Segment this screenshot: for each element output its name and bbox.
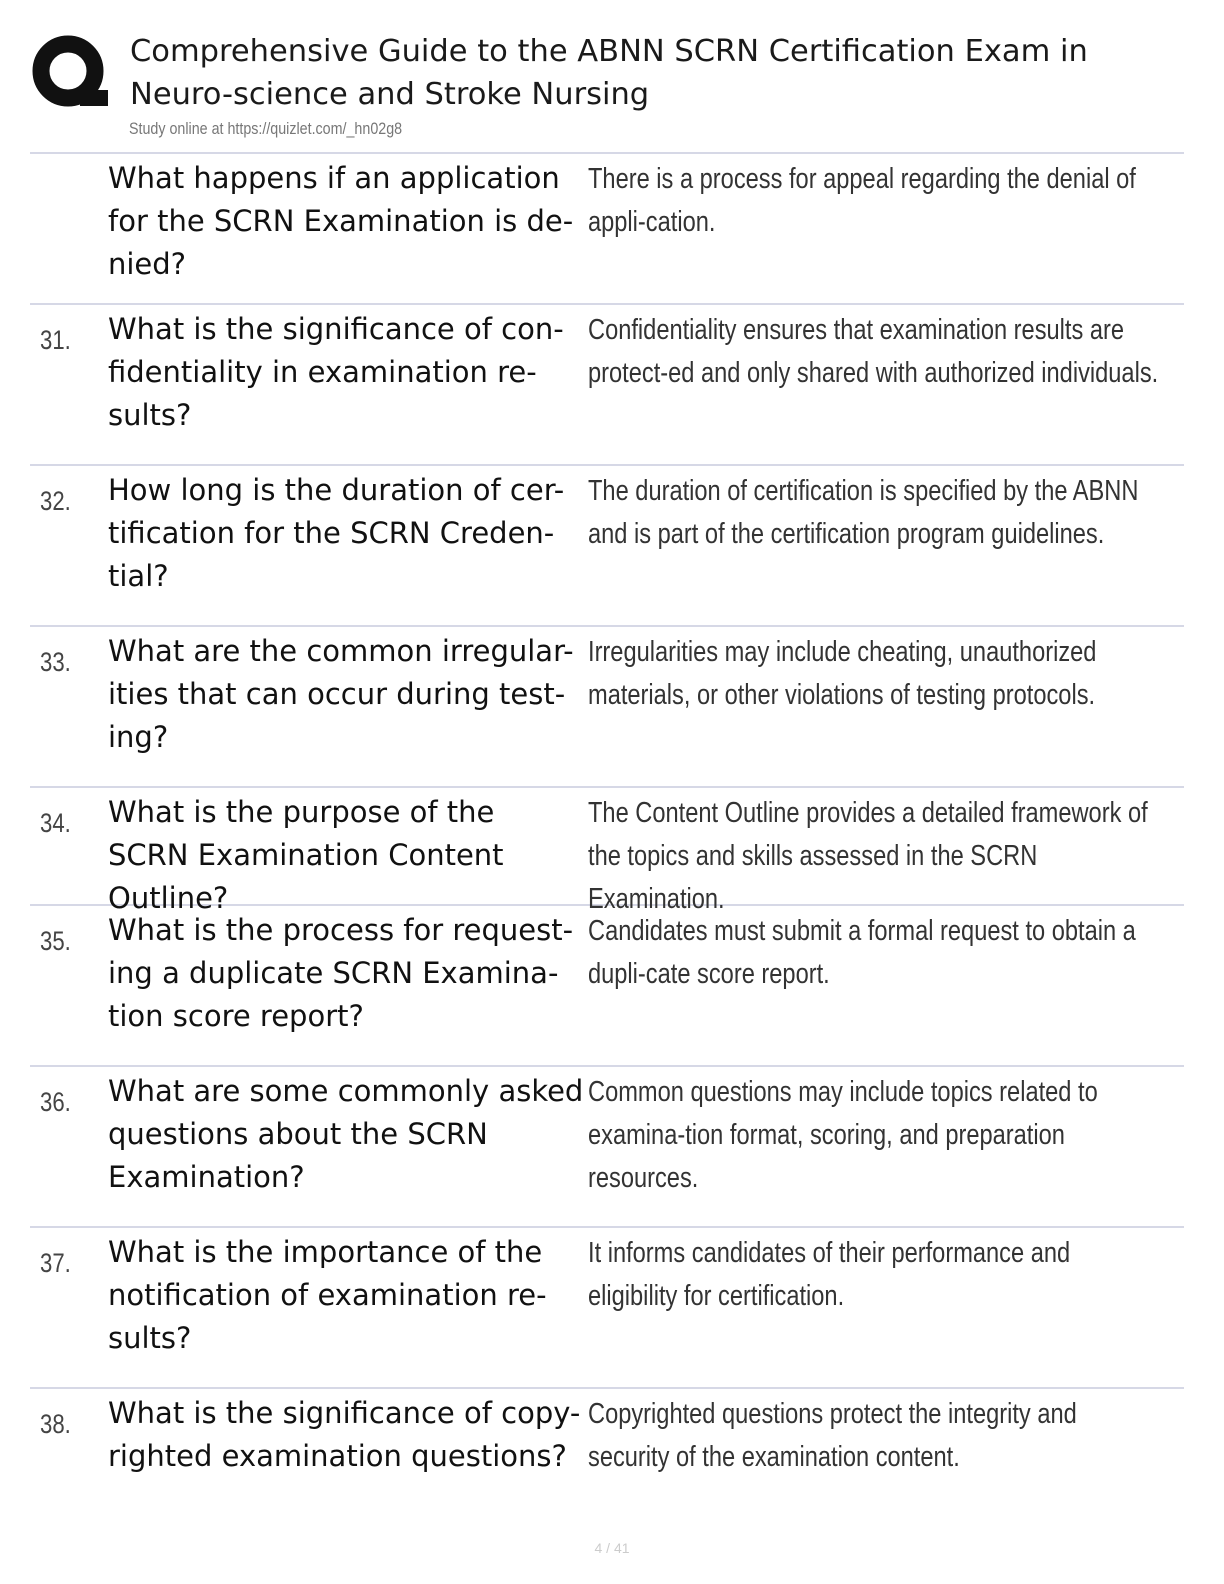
card-term: What are the common irregular-ities that can occur during test-ing? [108, 634, 574, 754]
card-number: 38. [40, 1409, 71, 1439]
card-term: What is the purpose of the SCRN Examination Content Outline? [108, 795, 504, 915]
flashcard-row [30, 1067, 1184, 1228]
page-number: 4 / 41 [594, 1540, 630, 1556]
card-number: 34. [40, 808, 71, 838]
card-term: What is the importance of the notification of examination re-sults? [108, 1235, 547, 1355]
card-term: What are some commonly asked questions about the SCRN Examination? [108, 1074, 584, 1194]
card-definition: The Content Outline provides a detailed framework of the topics and skills assessed in the SCRN Examination. [588, 797, 1148, 915]
card-term: What is the significance of con-fidentiality in examination re-sults? [108, 312, 564, 432]
card-definition: Common questions may include topics related to examina-tion format, scoring, and preparation resources. [588, 1076, 1098, 1194]
card-definition: Irregularities may include cheating, unauthorized materials, or other violations of testing protocols. [588, 636, 1097, 711]
card-number: 33. [40, 647, 71, 677]
page-header [0, 0, 1224, 152]
card-definition: There is a process for appeal regarding the denial of appli-cation. [588, 163, 1136, 238]
flashcard-row [30, 627, 1184, 788]
card-definition: Confidentiality ensures that examination results are protect-ed and only shared with authorized individuals. [588, 314, 1159, 389]
card-definition: The duration of certification is specified by the ABNN and is part of the certification program guidelines. [588, 475, 1139, 550]
flashcard-row [30, 788, 1184, 915]
card-number: 36. [40, 1087, 71, 1117]
card-term: What is the process for request-ing a duplicate SCRN Examina-tion score report? [108, 913, 574, 1033]
quizlet-logo-icon [30, 34, 110, 110]
study-link[interactable]: Study online at https://quizlet.com/_hn02g8 [129, 119, 403, 138]
page-title: Comprehensive Guide to the ABNN SCRN Certification Exam in Neuro-science and Stroke Nursing [130, 34, 1088, 112]
card-definition: It informs candidates of their performance and eligibility for certification. [588, 1237, 1071, 1312]
card-term: What happens if an application for the SCRN Examination is de-nied? [108, 161, 574, 281]
card-term: What is the significance of copy-righted examination questions? [108, 1396, 581, 1473]
flashcard-row [30, 906, 1184, 1067]
flashcard-row [30, 466, 1184, 627]
card-definition: Candidates must submit a formal request to obtain a dupli-cate score report. [588, 915, 1136, 990]
flashcard-row [30, 1228, 1184, 1389]
flashcard-row [30, 305, 1184, 466]
card-term: How long is the duration of cer-tification for the SCRN Creden-tial? [108, 473, 565, 593]
card-number: 37. [40, 1248, 71, 1278]
card-number: 32. [40, 486, 71, 516]
flashcard-row [30, 154, 1184, 305]
card-number: 31. [40, 325, 71, 355]
card-number: 35. [40, 926, 71, 956]
flashcard-row [30, 1389, 1184, 1499]
card-definition: Copyrighted questions protect the integrity and security of the examination content. [588, 1398, 1077, 1473]
